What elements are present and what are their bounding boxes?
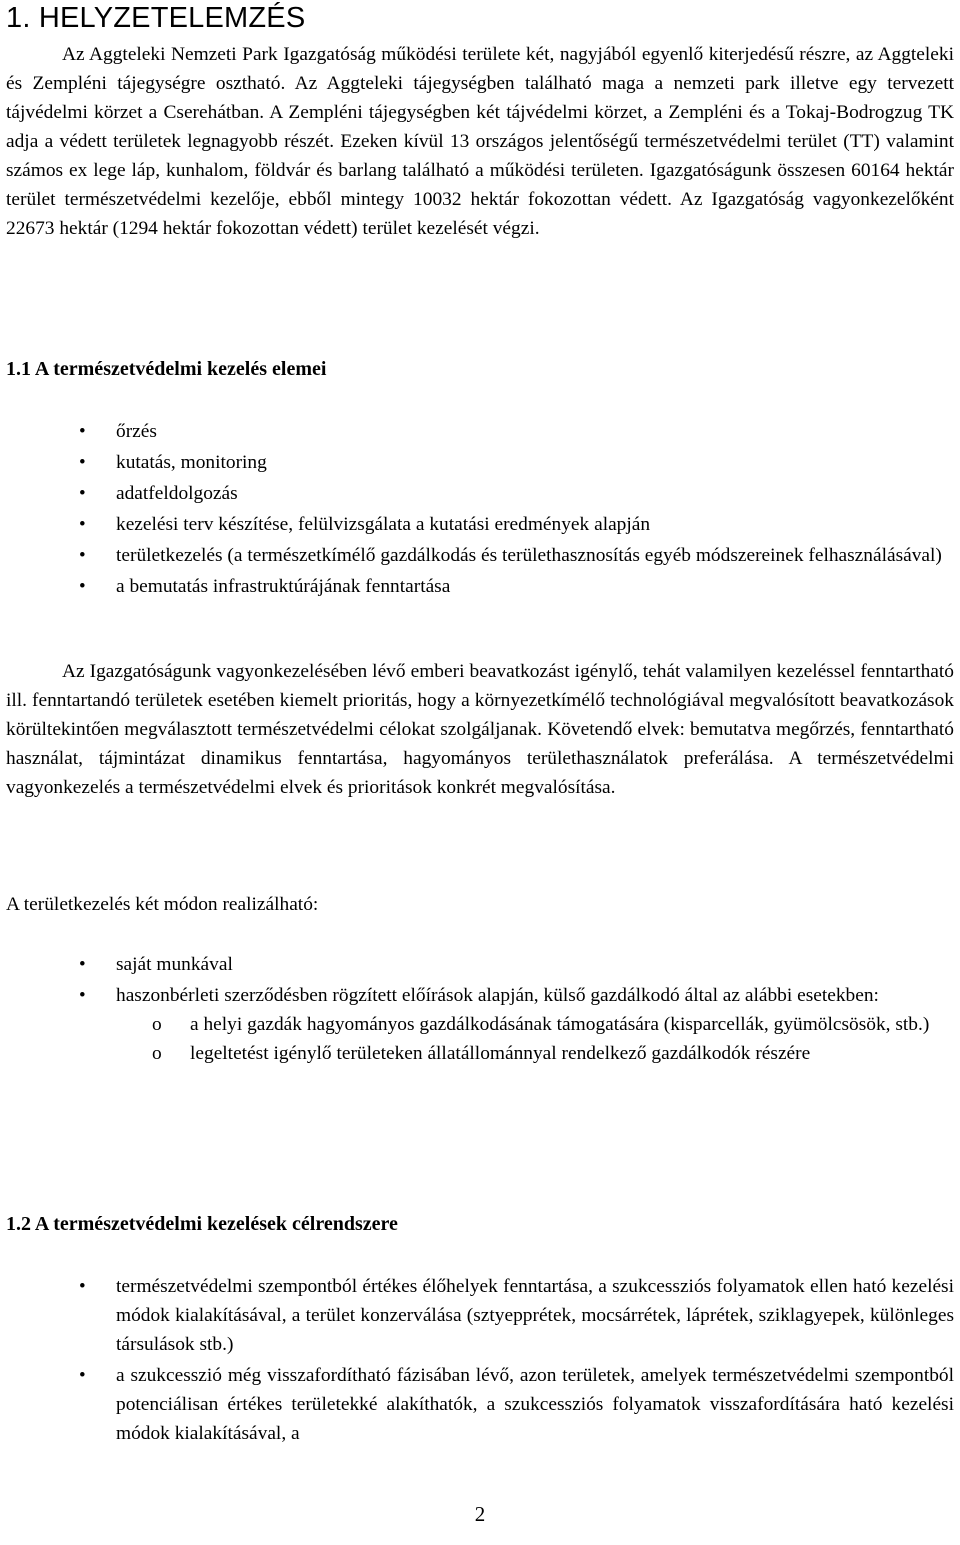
bullet-icon: •: [79, 1276, 86, 1297]
list-item: • területkezelés (a természetkímélő gazdálkodás és területhasznosítás egyéb módszereinek felhasználásával): [0, 541, 954, 570]
circle-bullet-icon: o: [152, 1043, 162, 1064]
land-management-intro: A területkezelés két módon realizálható:: [6, 894, 319, 915]
list-item: • a bemutatás infrastruktúrájának fenntartása: [0, 572, 954, 601]
list-item: • saját munkával: [0, 950, 954, 979]
list-item: • adatfeldolgozás: [0, 479, 954, 508]
bullet-icon: •: [79, 545, 86, 566]
list-item: • kutatás, monitoring: [0, 448, 954, 477]
land-management-list: [0, 950, 954, 1070]
sub-list-item: o legeltetést igénylő területeken állatállománnyal rendelkező gazdálkodók részére: [116, 1039, 954, 1068]
section-1-2-title: 1.2 A természetvédelmi kezelések célrendszere: [6, 1213, 398, 1235]
sub-list-item: o a helyi gazdák hagyományos gazdálkodásának támogatására (kisparcellák, gyümölcsösök, stb.): [116, 1010, 954, 1039]
bullet-icon: •: [79, 576, 86, 597]
bullet-icon: •: [79, 985, 86, 1006]
list-item: • őrzés: [0, 417, 954, 446]
land-management-sublist: [116, 1010, 954, 1068]
bullet-icon: •: [79, 452, 86, 473]
list-item: • haszonbérleti szerződésben rögzített előírások alapján, külső gazdálkodó által az alábbi esetekben: o a helyi gazdák hagyományos gazdálkodásának támogatására (kisparcellák, gyümölcsösök, stb.) o legeltetést igénylő területeken állatállománnyal rendelkező gazdálkodók részére: [0, 981, 954, 1068]
bullet-icon: •: [79, 1365, 86, 1386]
bullet-icon: •: [79, 514, 86, 535]
bullet-icon: •: [79, 954, 86, 975]
circle-bullet-icon: o: [152, 1014, 162, 1035]
management-elements-list: [0, 417, 954, 603]
section-1-1-title: 1.1 A természetvédelmi kezelés elemei: [6, 358, 327, 380]
management-paragraph: Az Igazgatóságunk vagyonkezelésében lévő emberi beavatkozást igénylő, tehát valamilyen kezeléssel fenntartható ill. fenntartandó területek esetében kiemelt prioritás, hogy a környezetkímélő technológiával megvalósított beavatkozások körültekintően megválasztott természetvédelmi célokat szolgáljanak. Követendő elvek: bemutatva megőrzés, fenntartható használat, tájmintázat dinamikus fenntartása, hagyományos területhasználatok preferálása. A természetvédelmi vagyonkezelés a természetvédelmi elvek és prioritások konkrét megvalósítása.: [6, 661, 954, 798]
objectives-list: [0, 1272, 954, 1450]
list-item: • kezelési terv készítése, felülvizsgálata a kutatási eredmények alapján: [0, 510, 954, 539]
bullet-icon: •: [79, 421, 86, 442]
page-number: 2: [474, 1502, 486, 1526]
list-item: • a szukcesszió még visszafordítható fázisában lévő, azon területek, amelyek természetvédelmi szempontból potenciálisan értékes területekké alakíthatók, a szukcessziós folyamatok visszafordítására ható kezelési módok kialakításával, a: [0, 1361, 954, 1448]
main-heading: 1. HELYZETELEMZÉS: [6, 2, 306, 34]
list-item: • természetvédelmi szempontból értékes élőhelyek fenntartása, a szukcessziós folyamatok ellen ható kezelési módok kialakításával, a terület konzerválása (sztyepprétek, mocsárrétek, láprétek, sziklagyepek, különleges társulások stb.): [0, 1272, 954, 1359]
bullet-icon: •: [79, 483, 86, 504]
intro-paragraph: Az Aggteleki Nemzeti Park Igazgatóság működési területe két, nagyjából egyenlő kiterjedésű részre, az Aggteleki és Zempléni tájegységre osztható. Az Aggteleki tájegységben található maga a nemzeti park illetve egy tervezett tájvédelmi körzet a Cserehátban. A Zempléni tájegységben két tájvédelmi körzet, a Zempléni és a Tokaj-Bodrogzug TK adja a védett területek legnagyobb részét. Ezeken kívül 13 országos jelentőségű természetvédelmi terület (TT) valamint számos ex lege láp, kunhalom, földvár és barlang található a működési területen. Igazgatóságunk összesen 60164 hektár terület természetvédelmi kezelője, ebből mintegy 10032 hektár fokozottan védett. Az Igazgatóság vagyonkezelőként 22673 hektár (1294 hektár fokozottan védett) terület kezelését végzi.: [6, 44, 954, 239]
